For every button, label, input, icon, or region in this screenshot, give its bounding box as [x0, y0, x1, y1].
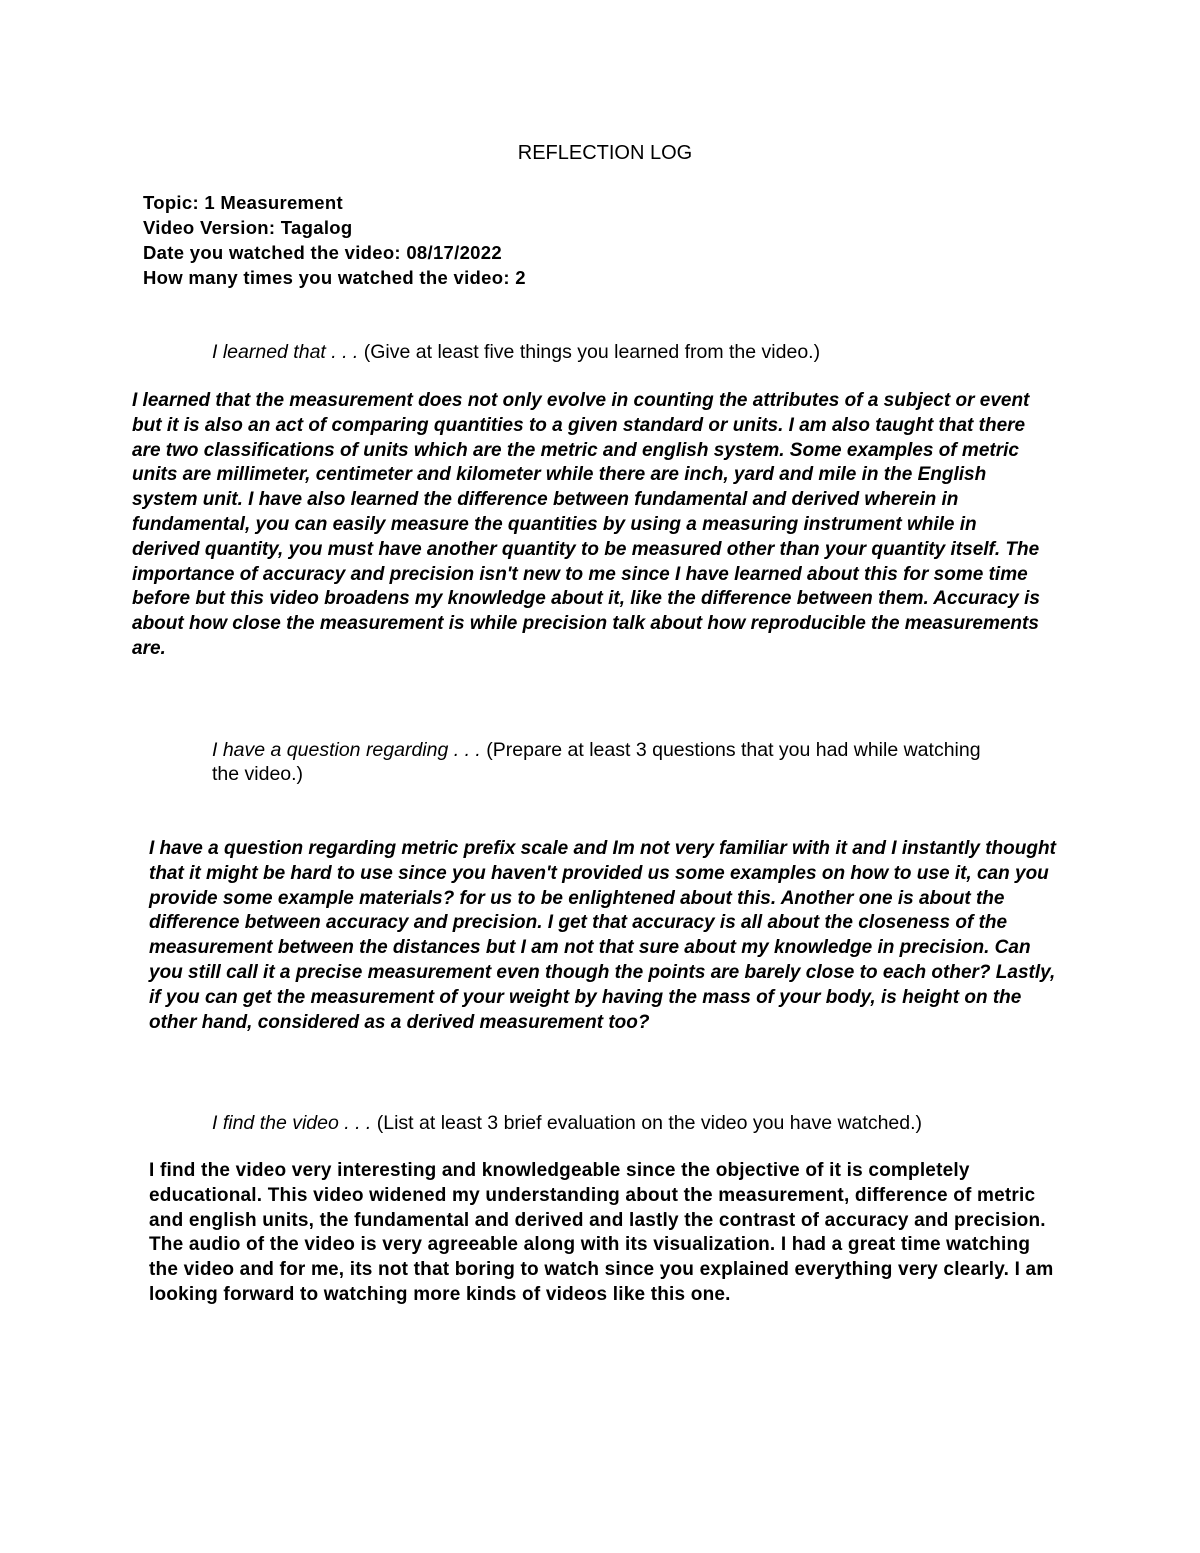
- prompt-learned: [212, 340, 1112, 364]
- times-watched-line: How many times you watched the video: 2: [143, 267, 526, 288]
- date-watched-line: Date you watched the video: 08/17/2022: [143, 242, 502, 263]
- prompt-instruction: (Give at least five things you learned from the video.): [358, 341, 821, 363]
- document-title: REFLECTION LOG: [517, 142, 693, 164]
- answer-learned: I learned that the measurement does not only evolve in counting the attributes of a subject or event but it is also an act of comparing quantities to a given standard or units. I am also taught that there are two classifications of units which are the metric and english system. Some examples of metric units are millimeter, centimeter and kilometer while there are inch, yard and mile in the English system unit. I have also learned the difference between fundamental and derived wherein in fundamental, you can easily measure the quantities by using a measuring instrument while in derived quantity, you must have another quantity to be measured other than your quantity itself. The importance of accuracy and precision isn't new to me since I have learned about this for some time before but this video broadens my knowledge about it, like the difference between them. Accuracy is about how close the measurement is while precision talk about how reproducible the measurements are.: [132, 390, 1040, 659]
- prompt-lead: I find the video . . .: [212, 1112, 372, 1134]
- answer-question: I have a question regarding metric prefix scale and Im not very familiar with it and I instantly thought that it might be hard to use since you haven't provided us some examples on how to use it, can you provide some example materials? for us to be enlightened about this. Another one is about the difference between accuracy and precision. I get that accuracy is all about the closeness of the measurement between the distances but I am not that sure about my knowledge in precision. Can you still call it a precise measurement even though the points are barely close to each other? Lastly, if you can get the measurement of your weight by having the mass of your body, is height on the other hand, considered as a derived measurement too?: [149, 838, 1056, 1033]
- prompt-instruction: (List at least 3 brief evaluation on the video you have watched.): [371, 1112, 923, 1134]
- log-metadata: [143, 190, 526, 290]
- prompt-lead: I have a question regarding . . .: [212, 739, 481, 761]
- answer-evaluation: I find the video very interesting and knowledgeable since the objective of it is completely educational. This video widened my understanding about the measurement, difference of metric and english units, the fundamental and derived and lastly the contrast of accuracy and precision. The audio of the video is very agreeable along with its visualization. I had a great time watching the video and for me, its not that boring to watch since you explained everything very clearly. I am looking forward to watching more kinds of videos like this one.: [149, 1160, 1054, 1305]
- prompt-evaluation: [212, 1111, 1112, 1135]
- prompt-lead: I learned that . . .: [212, 341, 359, 363]
- prompt-instruction: (Prepare at least 3 questions that you had while watching the video.): [212, 739, 981, 785]
- video-version-line: Video Version: Tagalog: [143, 217, 353, 238]
- topic-line: Topic: 1 Measurement: [143, 192, 343, 213]
- prompt-question: [212, 738, 992, 786]
